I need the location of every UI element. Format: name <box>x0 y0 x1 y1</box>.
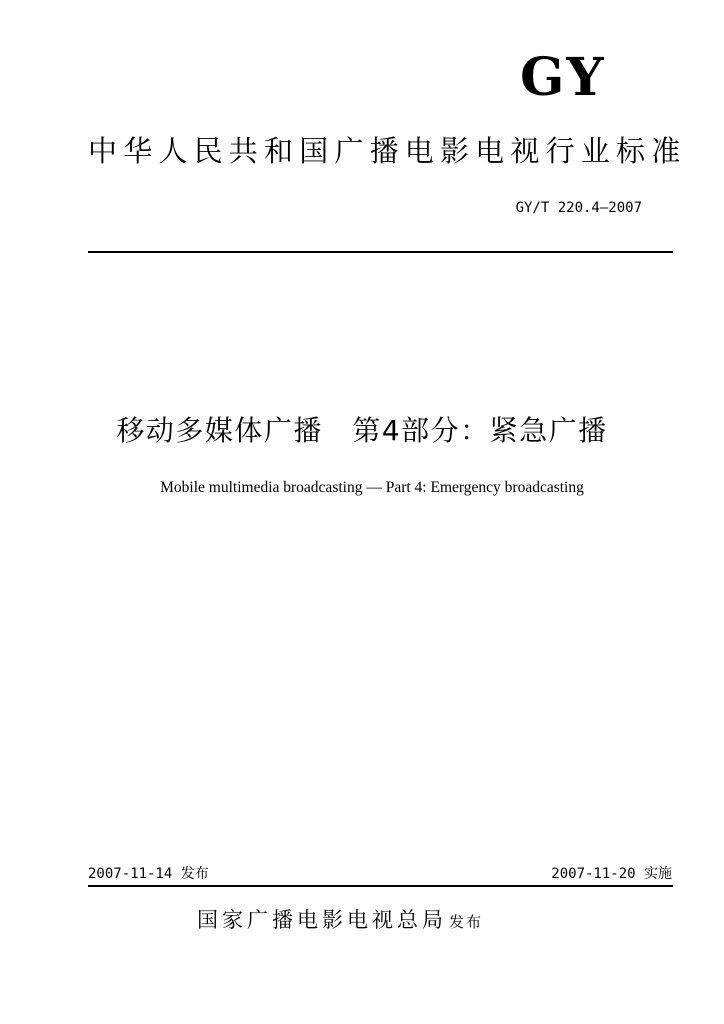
gy-logo: GY <box>520 47 606 108</box>
standard-number: GY/T 220.4—2007 <box>515 200 642 216</box>
document-title-chinese: 移动多媒体广播 第4部分：紧急广播 <box>116 414 608 447</box>
industry-standard-title: 中华人民共和国广播电影电视行业标准 <box>88 134 687 168</box>
issuing-organization: 国家广播电影电视总局 <box>197 908 447 932</box>
issuer-line <box>197 903 483 937</box>
implementation-date: 2007-11-20 实施 <box>551 866 672 882</box>
document-title-english: Mobile multimedia broadcasting — Part 4: Emergency broadcasting <box>160 479 584 496</box>
issue-date: 2007-11-14 发布 <box>88 866 209 882</box>
top-divider <box>88 251 673 253</box>
issue-action: 发布 <box>449 913 484 931</box>
bottom-divider <box>88 885 673 887</box>
